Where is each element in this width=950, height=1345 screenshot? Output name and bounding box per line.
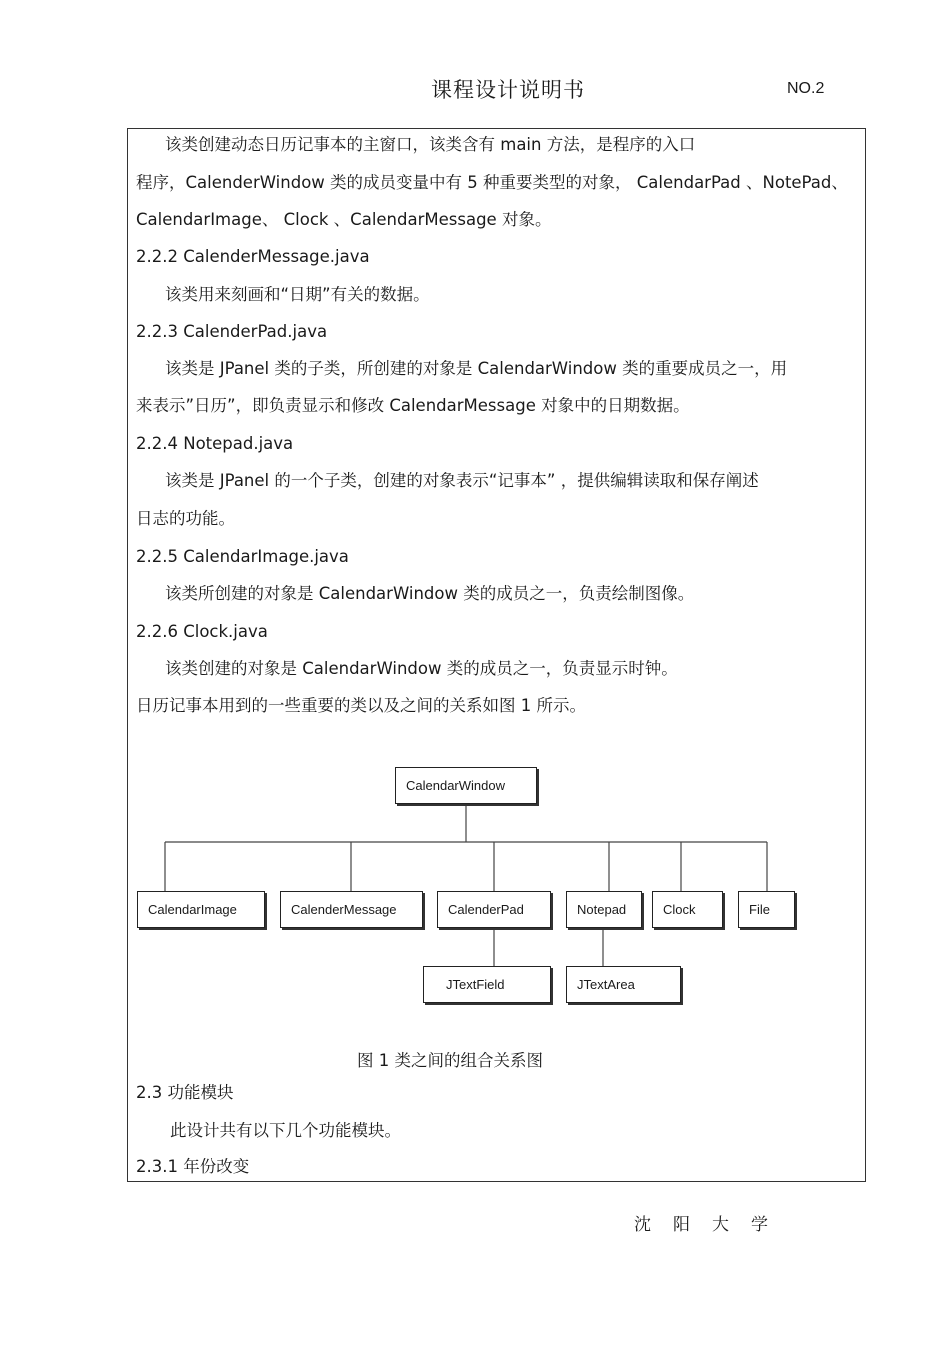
- diagram-node-jtextarea: JTextArea: [566, 966, 681, 1003]
- section-heading: 2.2.6 Clock.java: [136, 622, 268, 641]
- body-line: 该类创建的对象是 CalendarWindow 类的成员之一，负责显示时钟。: [165, 659, 678, 678]
- diagram-node-calendermessage: CalenderMessage: [280, 891, 423, 928]
- body-line: 日志的功能。: [136, 509, 235, 528]
- body-line: 来表示”日历”，即负责显示和修改 CalendarMessage 对象中的日期数据。: [136, 396, 690, 415]
- diagram-node-calenderpad: CalenderPad: [437, 891, 551, 928]
- diagram-node-jtextfield: JTextField: [423, 966, 551, 1003]
- body-line: 程序，CalenderWindow 类的成员变量中有 5 种重要类型的对象， CalendarPad 、NotePad、: [136, 173, 848, 192]
- section-heading: 2.3.1 年份改变: [136, 1157, 250, 1176]
- section-heading: 2.2.5 CalendarImage.java: [136, 547, 349, 566]
- section-heading: 2.2.4 Notepad.java: [136, 434, 294, 453]
- diagram-node-calendarwindow: CalendarWindow: [395, 767, 537, 804]
- section-heading: 2.2.3 CalenderPad.java: [136, 322, 328, 341]
- diagram-node-file: File: [738, 891, 795, 928]
- body-line: CalendarImage、 Clock 、CalendarMessage 对象。: [136, 210, 552, 229]
- body-line: 该类用来刻画和“日期”有关的数据。: [165, 285, 430, 304]
- page-title: 课程设计说明书: [431, 78, 585, 102]
- body-line: 该类所创建的对象是 CalendarWindow 类的成员之一，负责绘制图像。: [165, 584, 695, 603]
- figure-caption: 图 1 类之间的组合关系图: [357, 1051, 543, 1070]
- section-heading: 2.2.2 CalenderMessage.java: [136, 247, 370, 266]
- page-number: NO.2: [787, 80, 825, 97]
- section-heading: 2.3 功能模块: [136, 1083, 234, 1102]
- diagram-node-notepad: Notepad: [566, 891, 642, 928]
- diagram-node-calendarimage: CalendarImage: [137, 891, 265, 928]
- diagram-node-clock: Clock: [652, 891, 723, 928]
- body-line: 该类创建动态日历记事本的主窗口，该类含有 main 方法，是程序的入口: [165, 135, 696, 154]
- body-line: 该类是 JPanel 类的子类，所创建的对象是 CalendarWindow 类的重要成员之一，用: [165, 359, 788, 378]
- body-line: 日历记事本用到的一些重要的类以及之间的关系如图 1 所示。: [136, 696, 586, 715]
- university-name: 沈阳大学: [634, 1215, 790, 1235]
- body-line: 该类是 JPanel 的一个子类，创建的对象表示“记事本” ，提供编辑读取和保存阐述: [165, 471, 759, 490]
- body-line: 此设计共有以下几个功能模块。: [170, 1121, 401, 1140]
